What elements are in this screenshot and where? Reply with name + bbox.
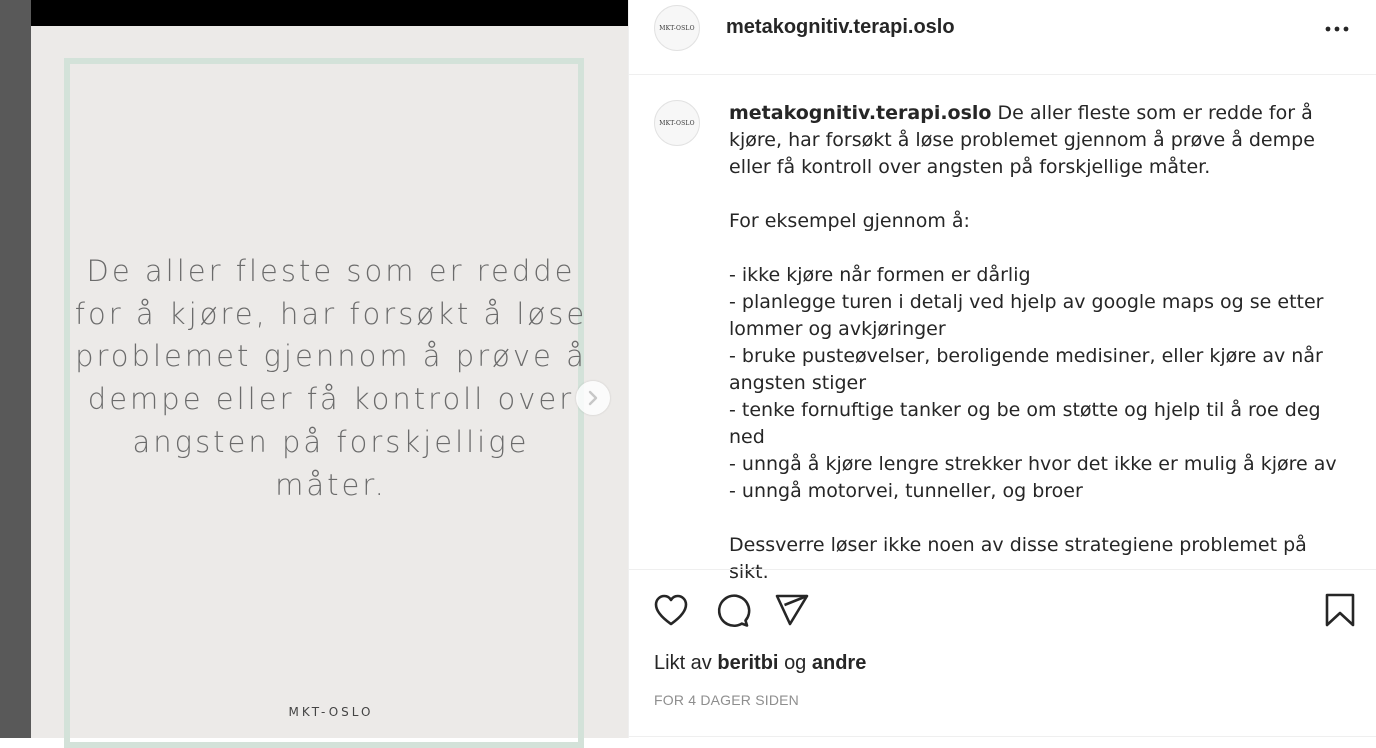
next-slide-button[interactable] <box>576 381 610 415</box>
bookmark-icon <box>1325 593 1355 627</box>
share-button[interactable] <box>772 590 812 630</box>
media-top-bar <box>31 0 628 26</box>
liked-by-others-link[interactable]: andre <box>811 652 867 674</box>
caption-text: De aller fleste som er redde for å kjøre, har forsøkt å løse problemet gjennom å prøve å dempe eller få kontroll over angsten på forskjellige måter. For eksempel gjennom å: - ikke kjøre når formen er dårlig - planlegge turen i detalj ved hjelp av google maps og se etter lommer og avkjøringer - bruke pusteøvelser, beroligende medisiner, eller kjøre av når angsten stiger - tenke fornuftige tanker og be om støtte og hjelp til å roe deg ned - unngå å kjøre lengre strekker hvor det ikke er mulig å kjøre av - unngå motorvei, tunneller, og broer Dessverre løser ikke noen av disse strategiene problemet på sikt. <box>729 102 1337 583</box>
post-side-panel <box>628 0 1376 738</box>
likes-prefix: Likt av <box>654 652 712 674</box>
media-brand-text: MKT-OSLO <box>288 705 374 719</box>
comment-button[interactable] <box>712 590 752 630</box>
avatar[interactable]: MKT-OSLO <box>654 5 700 51</box>
heart-icon <box>653 593 689 627</box>
like-button[interactable] <box>651 590 691 630</box>
caption-avatar[interactable]: MKT-OSLO <box>654 100 700 146</box>
post-header <box>629 0 1376 75</box>
likes-joiner: og <box>784 652 807 674</box>
liked-by-user-link[interactable]: beritbi <box>717 652 779 674</box>
more-horizontal-icon <box>1325 26 1349 32</box>
page-left-edge <box>0 0 31 738</box>
divider <box>629 736 1376 737</box>
send-icon <box>774 593 810 627</box>
caption-area <box>629 75 1376 583</box>
comment-icon <box>714 592 750 628</box>
action-bar <box>629 569 1376 650</box>
post-media <box>31 0 628 738</box>
media-quote-text: De aller fleste som er redde for å kjøre, har forsøkt å løse problemet gjennom å prøve å dempe eller få kontroll over angsten på forskjellige måter. <box>74 254 588 502</box>
header-username[interactable]: metakognitiv.terapi.oslo <box>726 16 955 38</box>
post-caption <box>729 100 1339 586</box>
post-timestamp[interactable]: FOR 4 DAGER SIDEN <box>654 692 799 708</box>
save-button[interactable] <box>1320 590 1360 630</box>
more-options-button[interactable] <box>1321 17 1353 41</box>
likes-summary <box>654 652 866 675</box>
caption-username[interactable]: metakognitiv.terapi.oslo <box>729 102 992 124</box>
chevron-right-icon <box>587 390 599 406</box>
